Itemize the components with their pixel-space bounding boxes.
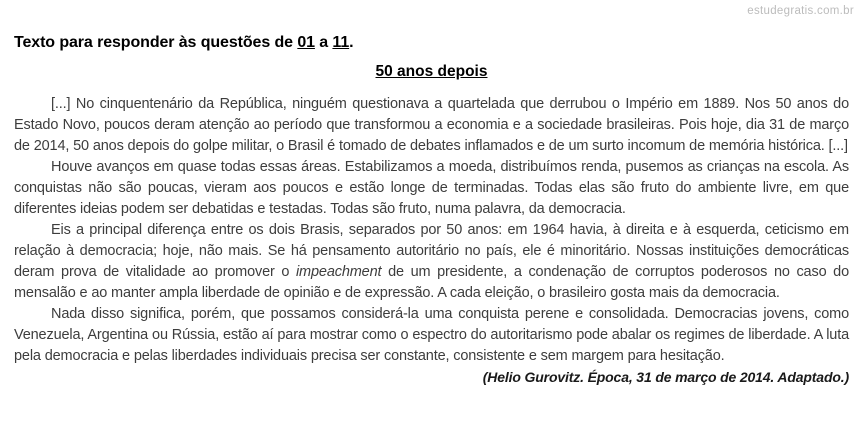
instruction-line	[14, 34, 849, 52]
paragraph-3-after: de um presidente, a condenação de corruptos poderosos no caso do mensalão e ao manter ampla liberdade de opinião e de expressão. A cada eleição, o brasileiro gosta mais da democracia.	[14, 264, 849, 301]
question-range-end: 11	[332, 34, 350, 51]
instruction-separator: a	[314, 34, 333, 51]
paragraph-4-text: Nada disso significa, porém, que possamos considerá-la uma conquista perene e consolidada. Democracias jovens, como Venezuela, Argentina ou Rússia, estão aí para mostrar como o espectro do autoritarismo pode abalar os regimes de liberdade. A luta pela democracia e pelas liberdades individuais precisa ser constante, consistente e sem margem para hesitação.	[14, 306, 849, 364]
watermark: estudegratis.com.br	[747, 5, 854, 17]
paragraph-1: [...] No cinquentenário da República, ninguém questionava a quartelada que derrubou o Império em 1889. Nos 50 anos do Estado Novo, poucos deram atenção ao período que transformou a economia e a sociedade brasileiras. Pois hoje, dia 31 de março de 2014, 50 anos depois do golpe militar, o Brasil é tomado de debates inflamados e de um surto incomum de memória histórica. [...]	[14, 96, 849, 154]
paragraph-3	[14, 220, 849, 304]
question-range-start: 01	[297, 34, 315, 51]
paragraph-3-italic-term: impeachment	[295, 264, 382, 280]
text-title: 50 anos depois	[375, 63, 488, 80]
attribution: (Helio Gurovitz. Época, 31 de março de 2014. Adaptado.)	[482, 369, 849, 385]
instruction-suffix: .	[349, 34, 354, 51]
instruction-prefix: Texto para responder às questões de	[14, 34, 298, 51]
paragraph-2: Houve avanços em quase todas essas áreas. Estabilizamos a moeda, distribuímos renda, pusemos as crianças na escola. As conquistas não são poucas, vieram aos poucos e estão longe de terminadas. Todas elas são fruto do ambiente livre, em que diferentes ideias podem ser debatidas e testadas. Todas são fruto, numa palavra, da democracia.	[14, 159, 849, 217]
paragraph-3-before: Eis a principal diferença entre os dois Brasis, separados por 50 anos: em 1964 havia, à direita e à esquerda, ceticismo em relação à democracia; hoje, não mais. Se há pensamento autoritário no país, ele é minoritário. Nossas instituições democráticas deram prova de vitalidade ao promover o	[14, 222, 849, 280]
paragraph-4	[14, 304, 849, 385]
